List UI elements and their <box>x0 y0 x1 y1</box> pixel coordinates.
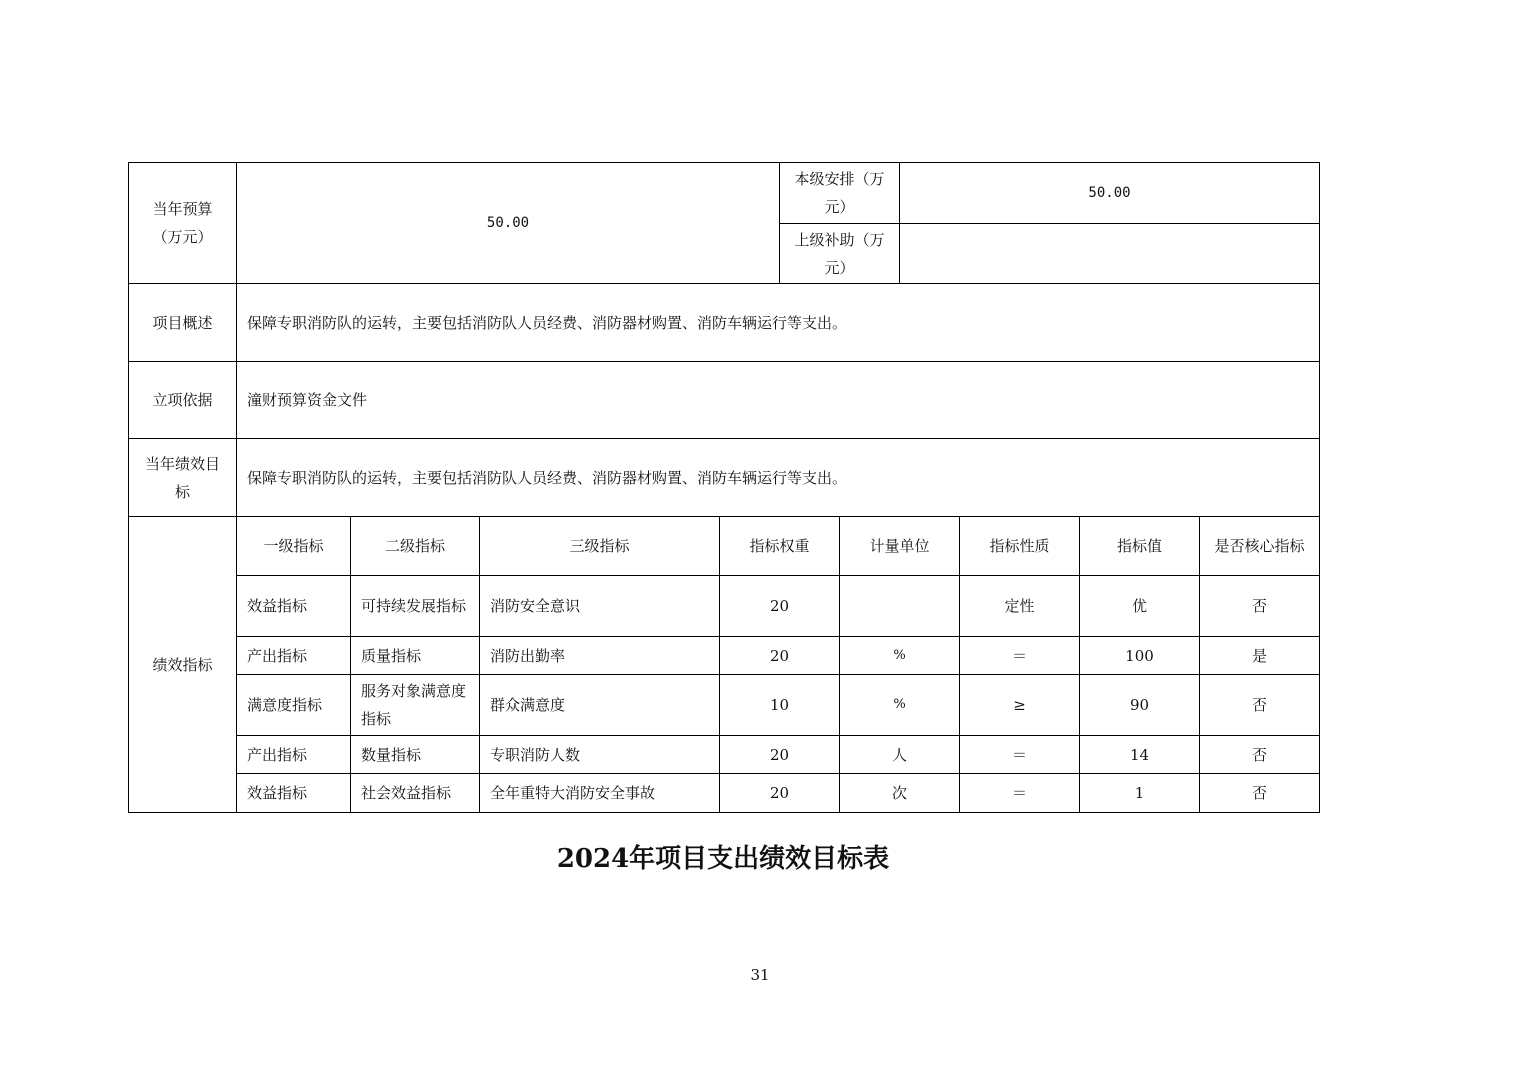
table-row-2-unit: % <box>839 636 960 675</box>
header-unit: 计量单位 <box>839 516 960 576</box>
table-row-4-level2: 数量指标 <box>350 735 480 774</box>
table-row-4-nature: ＝ <box>959 735 1080 774</box>
table-row-1-nature: 定性 <box>959 575 1080 637</box>
table-row-1-value: 优 <box>1079 575 1200 637</box>
table-row-4-level3: 专职消防人数 <box>479 735 720 774</box>
header-level1: 一级指标 <box>236 516 351 576</box>
table-row-4-unit: 人 <box>839 735 960 774</box>
table-row-1-level3: 消防安全意识 <box>479 575 720 637</box>
goal-label: 当年绩效目标 <box>128 438 237 517</box>
table-row-5-level2: 社会效益指标 <box>350 773 480 813</box>
header-level2: 二级指标 <box>350 516 480 576</box>
document-title: 2024年项目支出绩效目标表 <box>556 844 890 874</box>
table-row-1-unit <box>839 575 960 637</box>
table-row-2-nature: ＝ <box>959 636 1080 675</box>
local-allocation-value: 50.00 <box>899 162 1320 224</box>
table-row-3-value: 90 <box>1079 674 1200 736</box>
table-row-2-core: 是 <box>1199 636 1320 675</box>
table-row-3-unit: % <box>839 674 960 736</box>
basis-text: 潼财预算资金文件 <box>236 361 1320 439</box>
header-value: 指标值 <box>1079 516 1200 576</box>
table-row-2-value: 100 <box>1079 636 1200 675</box>
page-number: 31 <box>750 966 770 984</box>
table-row-3-nature: ≥ <box>959 674 1080 736</box>
table-row-1-level2: 可持续发展指标 <box>350 575 480 637</box>
table-row-3-level2: 服务对象满意度指标 <box>350 674 480 736</box>
table-row-3-level3: 群众满意度 <box>479 674 720 736</box>
superior-subsidy-label: 上级补助（万元） <box>779 223 900 284</box>
table-row-5-value: 1 <box>1079 773 1200 813</box>
basis-label: 立项依据 <box>128 361 237 439</box>
table-row-5-level1: 效益指标 <box>236 773 351 813</box>
table-row-4-weight: 20 <box>719 735 840 774</box>
overview-text: 保障专职消防队的运转，主要包括消防队人员经费、消防器材购置、消防车辆运行等支出。 <box>236 283 1320 362</box>
table-row-5-weight: 20 <box>719 773 840 813</box>
header-nature: 指标性质 <box>959 516 1080 576</box>
table-row-2-level3: 消防出勤率 <box>479 636 720 675</box>
table-row-2-weight: 20 <box>719 636 840 675</box>
header-core: 是否核心指标 <box>1199 516 1320 576</box>
table-row-4-core: 否 <box>1199 735 1320 774</box>
goal-text: 保障专职消防队的运转，主要包括消防队人员经费、消防器材购置、消防车辆运行等支出。 <box>236 438 1320 517</box>
table-row-4-level1: 产出指标 <box>236 735 351 774</box>
table-row-5-level3: 全年重特大消防安全事故 <box>479 773 720 813</box>
table-row-1-core: 否 <box>1199 575 1320 637</box>
header-level3: 三级指标 <box>479 516 720 576</box>
table-row-1-weight: 20 <box>719 575 840 637</box>
local-allocation-label: 本级安排（万元） <box>779 162 900 224</box>
table-row-5-nature: ＝ <box>959 773 1080 813</box>
table-row-3-level1: 满意度指标 <box>236 674 351 736</box>
indicators-label: 绩效指标 <box>128 516 237 813</box>
table-row-1-level1: 效益指标 <box>236 575 351 637</box>
overview-label: 项目概述 <box>128 283 237 362</box>
superior-subsidy-value <box>899 223 1320 284</box>
budget-amount: 50.00 <box>236 162 780 284</box>
table-row-3-core: 否 <box>1199 674 1320 736</box>
table-row-4-value: 14 <box>1079 735 1200 774</box>
header-weight: 指标权重 <box>719 516 840 576</box>
budget-label: 当年预算（万元） <box>128 162 237 284</box>
table-row-5-unit: 次 <box>839 773 960 813</box>
table-row-3-weight: 10 <box>719 674 840 736</box>
table-row-2-level1: 产出指标 <box>236 636 351 675</box>
table-row-5-core: 否 <box>1199 773 1320 813</box>
table-row-2-level2: 质量指标 <box>350 636 480 675</box>
